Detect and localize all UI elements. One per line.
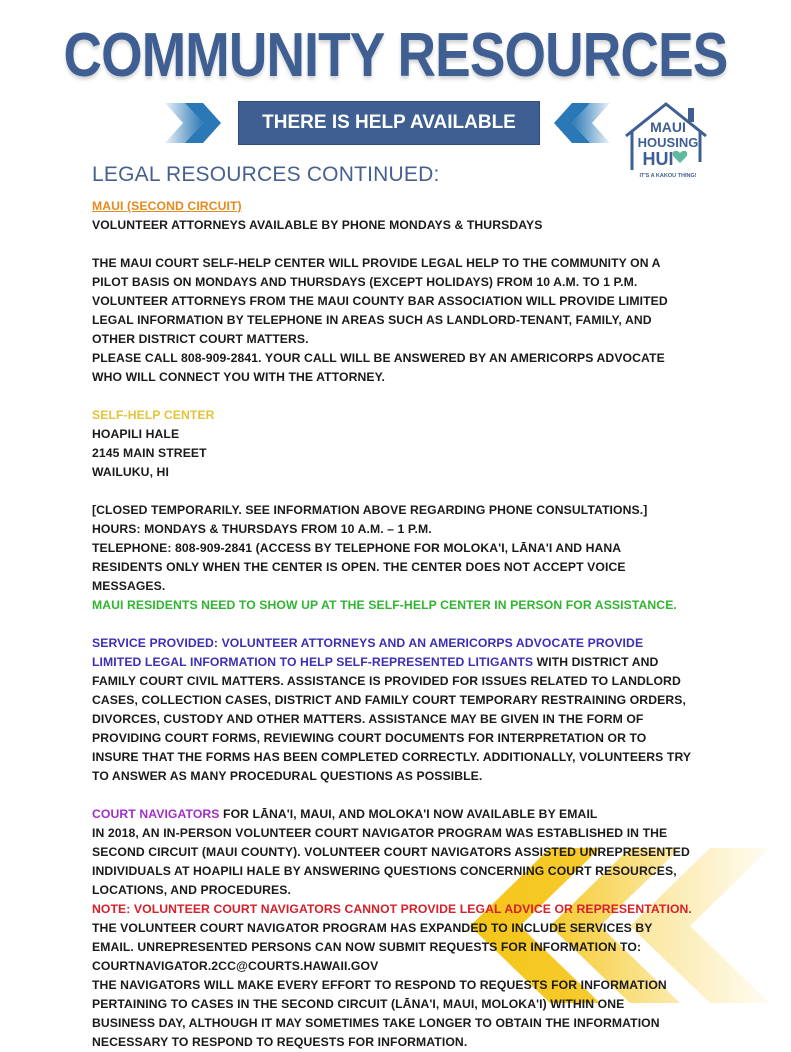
chevron-left-icon [552,101,612,145]
navigators-heading-line [92,805,722,824]
self-help-heading: SELF-HELP CENTER [92,408,215,422]
spacer [92,482,722,501]
body-line-rest: WITH DISTRICT AND [533,655,659,669]
in-person-notice: MAUI RESIDENTS NEED TO SHOW UP AT THE SELF-HELP CENTER IN PERSON FOR ASSISTANCE. [92,598,677,612]
body-line: RESIDENTS ONLY WHEN THE CENTER IS OPEN. THE CENTER DOES NOT ACCEPT VOICE [92,560,626,574]
body-line: INSURE THAT THE FORMS HAS BEEN COMPLETED CORRECTLY. ADDITIONALLY, VOLUNTEERS TRY [92,750,692,764]
body-line: PERTAINING TO CASES IN THE SECOND CIRCUIT (LĀNA'I, MAUI, MOLOKA'I) WITHIN ONE [92,997,625,1011]
body-line: INDIVIDUALS AT HOAPILI HALE BY ANSWERING QUESTIONS CONCERNING COURT RESOURCES, [92,864,677,878]
body-line: LEGAL INFORMATION BY TELEPHONE IN AREAS SUCH AS LANDLORD-TENANT, FAMILY, AND [92,313,652,327]
address-line: HOAPILI HALE [92,427,180,441]
body-line: THE MAUI COURT SELF-HELP CENTER WILL PROVIDE LEGAL HELP TO THE COMMUNITY ON A [92,256,661,270]
email-address[interactable]: COURTNAVIGATOR.2CC@COURTS.HAWAII.GOV [92,959,379,973]
logo-tagline: IT'S A KAKOU THING! [639,173,697,179]
spacer [92,235,722,254]
body-line: THE NAVIGATORS WILL MAKE EVERY EFFORT TO RESPOND TO REQUESTS FOR INFORMATION [92,978,667,992]
spacer [92,387,722,406]
document-body [92,197,722,1052]
body-line: SECOND CIRCUIT (MAUI COUNTY). VOLUNTEER COURT NAVIGATORS ASSISTED UNREPRESENTED [92,845,690,859]
body-line: LOCATIONS, AND PROCEDURES. [92,883,291,897]
body-line: THE VOLUNTEER COURT NAVIGATOR PROGRAM HAS EXPANDED TO INCLUDE SERVICES BY [92,921,653,935]
maui-housing-hui-logo [618,100,714,182]
body-line: FAMILY COURT CIVIL MATTERS. ASSISTANCE IS PROVIDED FOR ISSUES RELATED TO LANDLORD [92,674,681,688]
body-line: IN 2018, AN IN-PERSON VOLUNTEER COURT NAVIGATOR PROGRAM WAS ESTABLISHED IN THE [92,826,668,840]
chevron-right-icon [163,101,223,145]
body-line: CASES, COLLECTION CASES, DISTRICT AND FAMILY COURT TEMPORARY RESTRAINING ORDERS, [92,693,686,707]
body-line: BUSINESS DAY, ALTHOUGH IT MAY SOMETIMES TAKE LONGER TO OBTAIN THE INFORMATION [92,1016,660,1030]
body-line: MESSAGES. [92,579,166,593]
navigators-heading-rest: FOR LĀNA'I, MAUI, AND MOLOKA'I NOW AVAILABLE BY EMAIL [219,807,598,821]
navigators-heading: COURT NAVIGATORS [92,807,220,821]
logo-line-1: MAUI [650,119,686,135]
spacer [92,615,722,634]
body-line: TO ANSWER AS MANY PROCEDURAL QUESTIONS AS POSSIBLE. [92,769,483,783]
help-available-banner: THERE IS HELP AVAILABLE [238,101,540,145]
body-line: VOLUNTEER ATTORNEYS AVAILABLE BY PHONE MONDAYS & THURSDAYS [92,218,543,232]
body-line: PLEASE CALL 808-909-2841. YOUR CALL WILL BE ANSWERED BY AN AMERICORPS ADVOCATE [92,351,665,365]
maui-heading: MAUI (SECOND CIRCUIT) [92,199,242,213]
service-highlight: SERVICE PROVIDED: VOLUNTEER ATTORNEYS AND AN AMERICORPS ADVOCATE PROVIDE [92,636,644,650]
body-line: [CLOSED TEMPORARILY. SEE INFORMATION ABOVE REGARDING PHONE CONSULTATIONS.] [92,503,648,517]
service-highlight: LIMITED LEGAL INFORMATION TO HELP SELF-REPRESENTED LITIGANTS [92,655,534,669]
page-title: COMMUNITY RESOURCES [63,21,728,90]
logo-line-3: HUI [642,149,674,169]
section-subtitle: LEGAL RESOURCES CONTINUED: [92,163,440,186]
body-line: EMAIL. UNREPRESENTED PERSONS CAN NOW SUBMIT REQUESTS FOR INFORMATION TO: [92,940,642,954]
body-line: VOLUNTEER ATTORNEYS FROM THE MAUI COUNTY BAR ASSOCIATION WILL PROVIDE LIMITED [92,294,668,308]
body-line: PROVIDING COURT FORMS, REVIEWING COURT DOCUMENTS FOR INTERPRETATION OR TO [92,731,647,745]
navigators-note: NOTE: VOLUNTEER COURT NAVIGATORS CANNOT PROVIDE LEGAL ADVICE OR REPRESENTATION. [92,902,692,916]
body-line: HOURS: MONDAYS & THURSDAYS FROM 10 A.M. – 1 P.M. [92,522,432,536]
body-line [92,653,722,672]
spacer [92,786,722,805]
logo-line-2: HOUSING [637,135,699,150]
body-line: OTHER DISTRICT COURT MATTERS. [92,332,309,346]
address-line: 2145 MAIN STREET [92,446,207,460]
body-line: PILOT BASIS ON MONDAYS AND THURSDAYS (EXCEPT HOLIDAYS) FROM 10 A.M. TO 1 P.M. [92,275,638,289]
body-line: TELEPHONE: 808-909-2841 (ACCESS BY TELEPHONE FOR MOLOKA'I, LĀNA'I AND HANA [92,541,622,555]
body-line: WHO WILL CONNECT YOU WITH THE ATTORNEY. [92,370,386,384]
address-line: WAILUKU, HI [92,465,169,479]
body-line: NECESSARY TO RESPOND TO REQUESTS FOR INFORMATION. [92,1035,468,1049]
body-line: DIVORCES, CUSTODY AND OTHER MATTERS. ASSISTANCE MAY BE GIVEN IN THE FORM OF [92,712,644,726]
